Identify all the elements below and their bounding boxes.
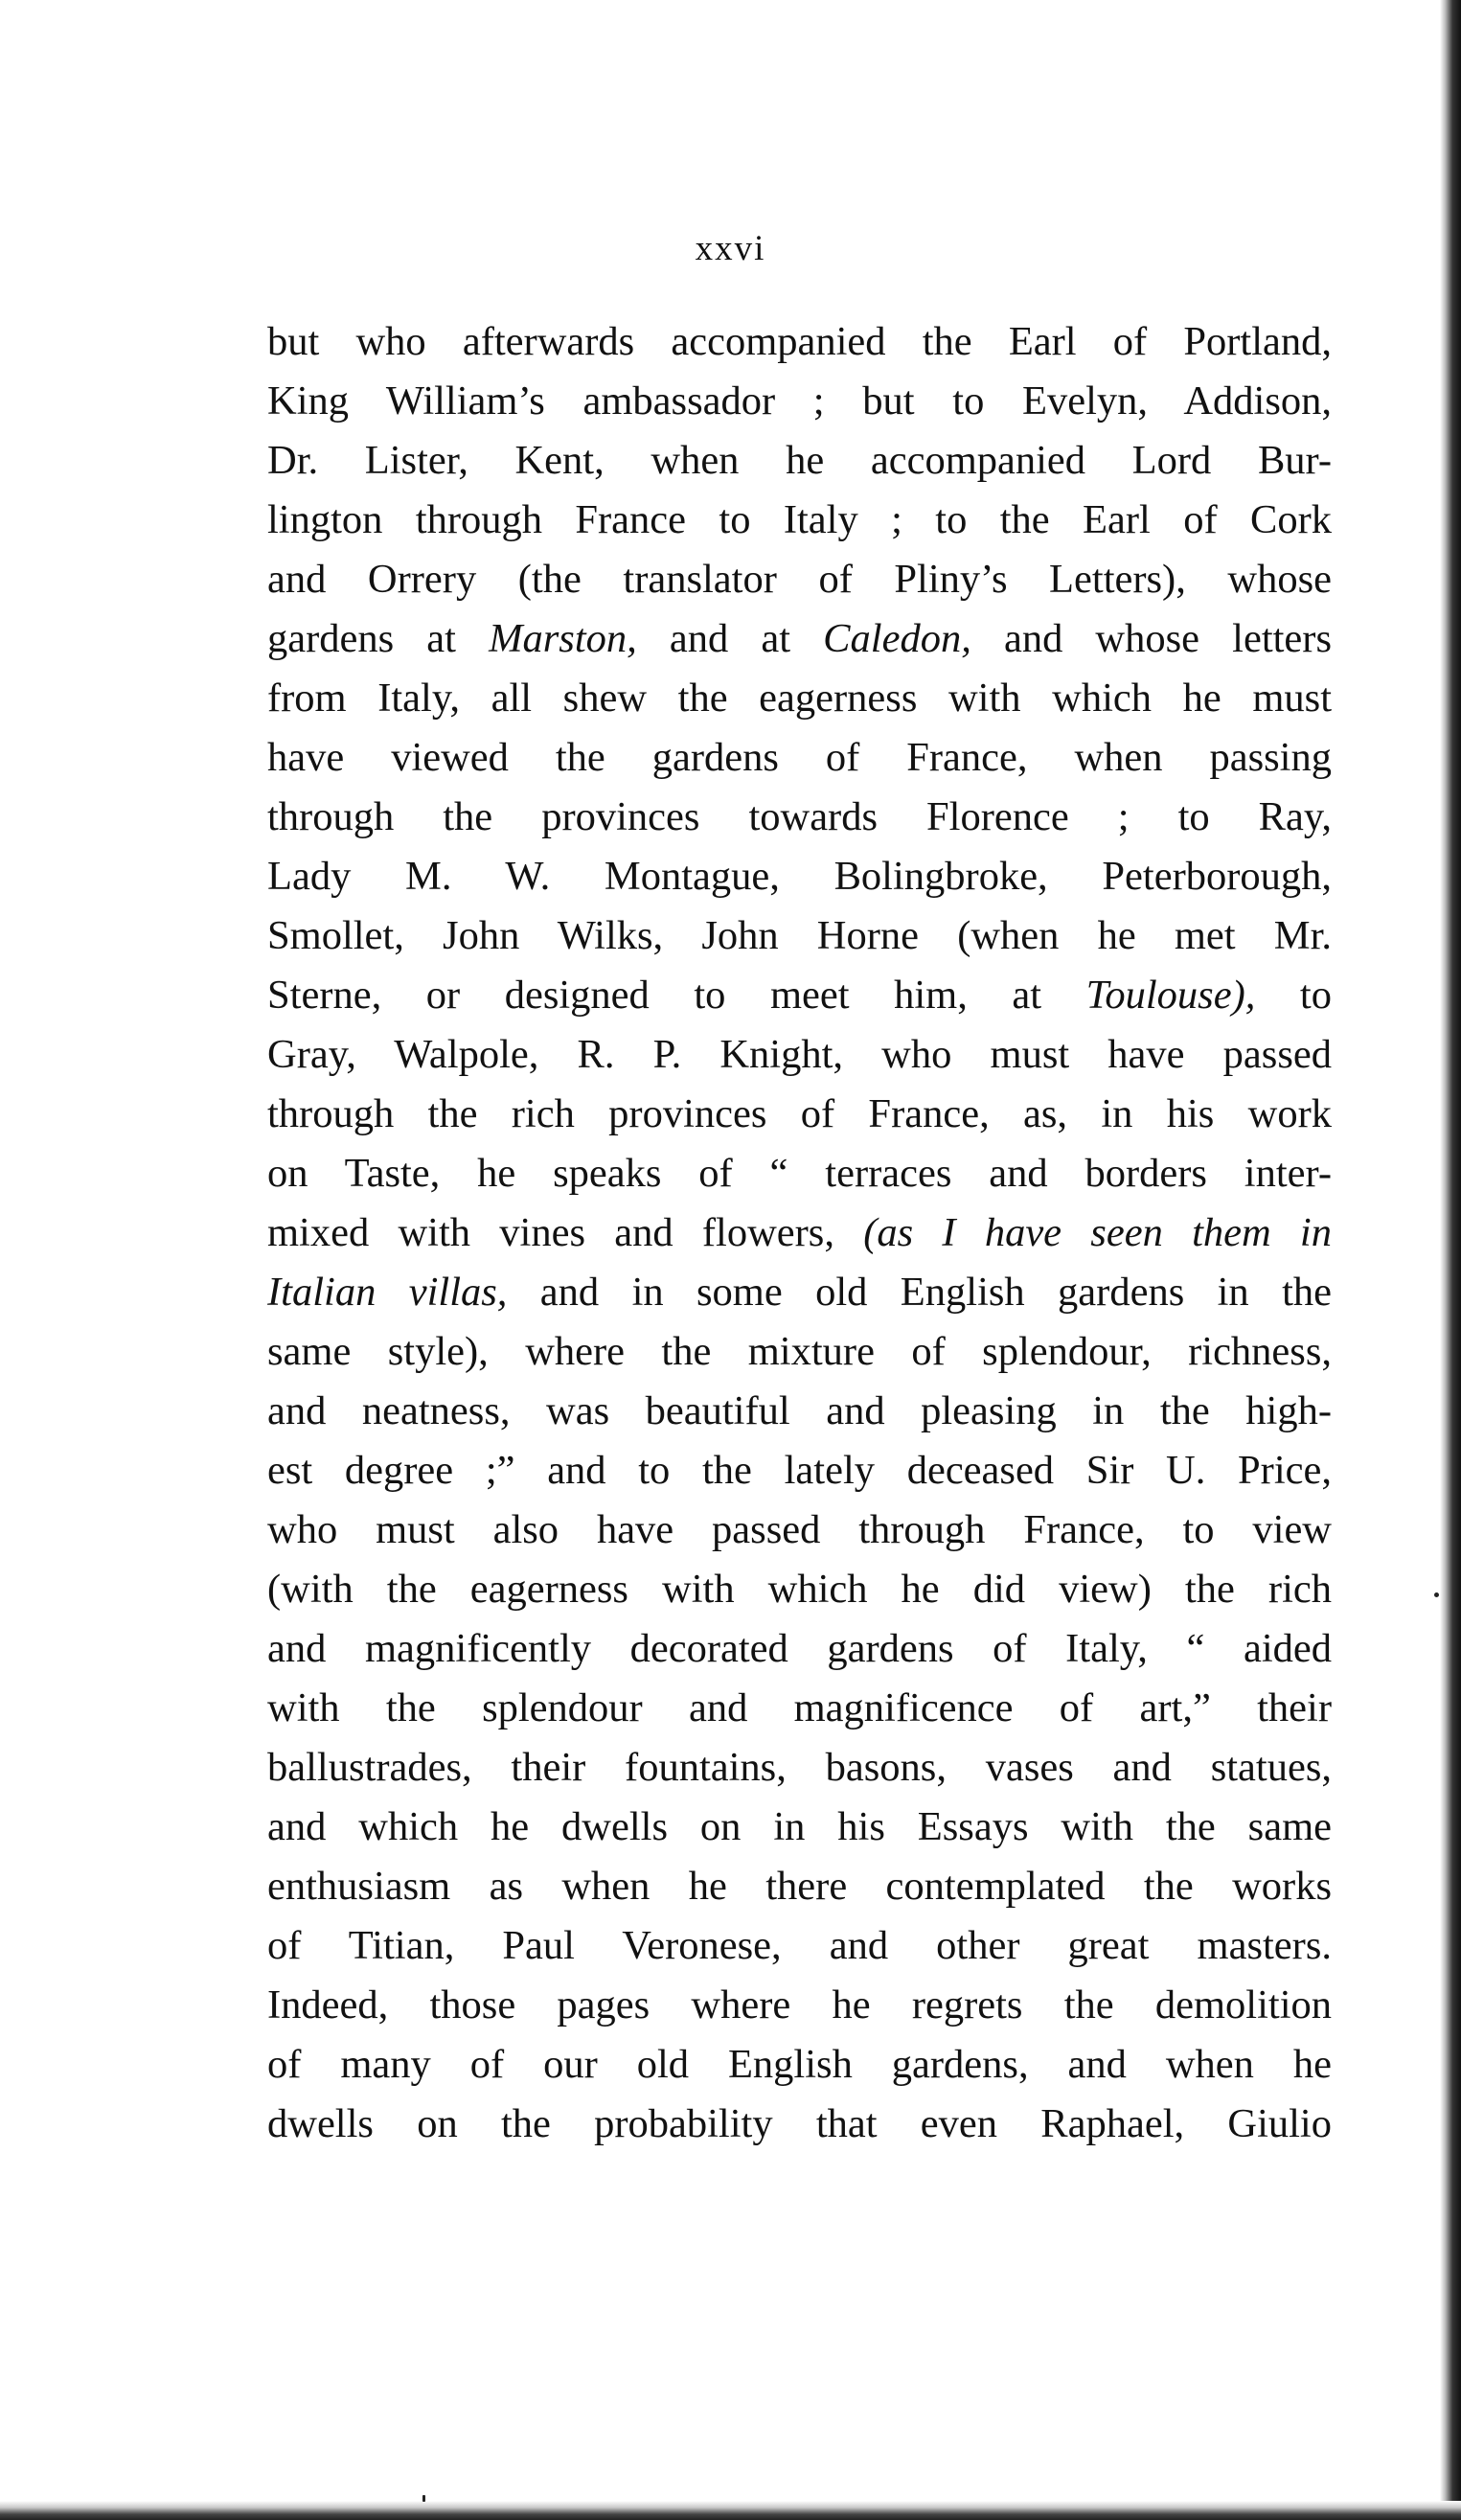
text-segment: Dr. Lister, Kent, when he accompanied Lord Bur- <box>267 438 1332 483</box>
italic-text: Italian villas, <box>267 1270 508 1315</box>
text-line <box>267 1857 1332 1916</box>
italic-text: Caledon, <box>823 616 971 661</box>
text-line <box>267 669 1332 728</box>
text-line <box>267 1144 1332 1203</box>
text-segment: Indeed, those pages where he regrets the demolition <box>267 1982 1332 2027</box>
text-line <box>267 372 1332 431</box>
text-segment: on Taste, he speaks of “ terraces and borders inter- <box>267 1151 1332 1196</box>
text-segment: and neatness, was beautiful and pleasing in the high- <box>267 1388 1332 1433</box>
text-line <box>267 1263 1332 1322</box>
text-segment: and at <box>636 616 824 661</box>
text-line <box>267 609 1332 669</box>
text-line <box>267 1322 1332 1382</box>
italic-text: (as I have seen them in <box>863 1210 1332 1255</box>
text-segment: of many of our old English gardens, and when he <box>267 2042 1332 2087</box>
text-segment: Sterne, or designed to meet him, at <box>267 973 1086 1018</box>
text-segment: through the rich provinces of France, as, in his work <box>267 1091 1332 1136</box>
text-segment: to <box>1255 973 1332 1018</box>
text-segment: and Orrery (the translator of Pliny’s Letters), whose <box>267 557 1332 602</box>
text-segment: Gray, Walpole, R. P. Knight, who must have passed <box>267 1032 1332 1077</box>
italic-text: Toulouse), <box>1085 973 1256 1018</box>
text-line <box>267 2095 1332 2154</box>
ink-speck <box>1434 1592 1439 1597</box>
text-segment: and magnificently decorated gardens of Italy, “ aided <box>267 1626 1332 1671</box>
text-segment: and whose letters <box>970 616 1332 661</box>
text-segment: but who afterwards accompanied the Earl of Portland, <box>267 319 1332 364</box>
text-segment: ballustrades, their fountains, basons, vases and statues, <box>267 1745 1332 1790</box>
ink-speck <box>422 2495 425 2502</box>
text-line <box>267 1382 1332 1441</box>
text-line <box>267 728 1332 788</box>
text-line <box>267 1085 1332 1144</box>
text-line <box>267 847 1332 906</box>
text-segment: enthusiasm as when he there contemplated the works <box>267 1864 1332 1909</box>
text-segment: Lady M. W. Montague, Bolingbroke, Peterborough, <box>267 854 1332 899</box>
text-line <box>267 550 1332 609</box>
text-segment: of Titian, Paul Veronese, and other great masters. <box>267 1923 1332 1968</box>
text-line <box>267 1501 1332 1560</box>
text-segment: est degree ;” and to the lately deceased Sir U. Price, <box>267 1448 1332 1493</box>
text-segment: through the provinces towards Florence ; to Ray, <box>267 794 1332 839</box>
text-segment: dwells on the probability that even Raphael, Giulio <box>267 2101 1332 2146</box>
text-line <box>267 1798 1332 1857</box>
text-line <box>267 1738 1332 1798</box>
text-segment: (with the eagerness with which he did view) the rich <box>267 1567 1332 1612</box>
text-segment: who must also have passed through France, to view <box>267 1507 1332 1552</box>
text-segment: have viewed the gardens of France, when passing <box>267 735 1332 780</box>
text-line <box>267 966 1332 1025</box>
text-line <box>267 312 1332 372</box>
text-line <box>267 431 1332 491</box>
text-segment: lington through France to Italy ; to the Earl of Cork <box>267 497 1332 542</box>
text-segment: and which he dwells on in his Essays with the same <box>267 1804 1332 1849</box>
text-segment: same style), where the mixture of splendour, richness, <box>267 1329 1332 1374</box>
text-segment: mixed with vines and flowers, <box>267 1210 864 1255</box>
text-line <box>267 1976 1332 2035</box>
text-line <box>267 1441 1332 1501</box>
italic-text: Marston, <box>489 616 637 661</box>
text-segment: and in some old English gardens in the <box>507 1270 1332 1315</box>
text-segment: from Italy, all shew the eagerness with which he must <box>267 676 1332 721</box>
page-bottom-shadow <box>0 2501 1461 2520</box>
text-line <box>267 491 1332 550</box>
body-text <box>267 312 1332 2154</box>
text-line <box>267 1025 1332 1085</box>
page-edge-shadow <box>1440 0 1461 2520</box>
text-line <box>267 1916 1332 1976</box>
text-segment: gardens at <box>267 616 490 661</box>
text-line <box>267 1619 1332 1679</box>
text-line <box>267 906 1332 966</box>
text-segment: Smollet, John Wilks, John Horne (when he met Mr. <box>267 913 1332 958</box>
text-line <box>267 2035 1332 2095</box>
text-segment: King William’s ambassador ; but to Evelyn, Addison, <box>267 378 1332 424</box>
text-line <box>267 1203 1332 1263</box>
text-line <box>267 1679 1332 1738</box>
text-segment: with the splendour and magnificence of art,” their <box>267 1685 1332 1730</box>
text-line <box>267 788 1332 847</box>
page-number: xxvi <box>695 229 766 268</box>
text-line <box>267 1560 1332 1619</box>
